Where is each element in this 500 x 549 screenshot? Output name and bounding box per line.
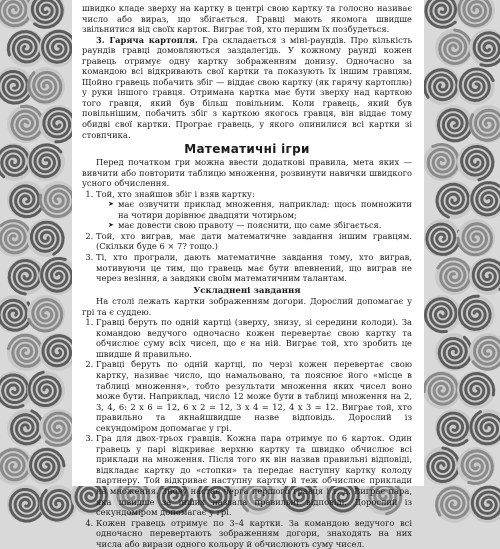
math-rule-2: 2. Той, хто виграв, має дати математичне завдання іншим гравцям. (Скільки буде 6 × 7? тощо.) <box>96 231 412 252</box>
page-content <box>72 0 424 549</box>
math-subrule-1: ➤ має озвучити приклад множення, наприклад: щось помножити на чотири дорівнює двадцяти чотирьом; <box>118 199 412 220</box>
math-rule-1 <box>96 189 412 231</box>
math-rules-list <box>82 189 412 284</box>
math-rule-3: 3. Ті, хто програли, дають математичне завдання тому, хто виграв, мотивуючи це тим, що гравець має бути впевнений, що виграв не через везіння, а завдяки своїм математичним талантам. <box>96 252 412 284</box>
complex-task-2: 2. Гравці беруть по одній картці, по черзі кожен перевертає свою картку, називає число, що намальовано, та пояснює його «місце в таблиці множення», тобто результати множення яких чисел воно може бути. Наприклад, число 12 може бути в таблиці множення на 2, 3, 4, 6: 2 х 6 = 12, 6 х 2 = 12, 3 х 4 = 12, 4 х 3 = 12. Виграє той, хто правильно та якнайшвидше назве відповідь. Дорослий із секундоміром допомагає у грі. <box>96 359 412 433</box>
complex-tasks-heading: Ускладнені завдання <box>193 285 301 296</box>
math-games-heading: Математичні ігри <box>184 142 310 157</box>
hot-potato-text: Гра складається з міні-раундів. Про кількість раундів гравці домовляються заздалегідь. У кожному раунді кожен гравець отримує одну картку зображенням донизу. Одночасно за командою всі відкривають свої картки та показують їх іншим гравцям. Щойно гравець побачить збіг — віддає свою картку (як гарячу картоплю) у руки іншого гравця. Отримана картка має бути зверху над карткою того гравця, який був більш повільним. Коли гравець, який був повільнішим, побачить збіг з карткою якогось гравця, він віддає тому обидві свої картки. Програє гравець, у якого опинилися всі картки зі стовпчика. <box>82 34 412 140</box>
complex-task-3: 3. Гра для двох-трьох гравців. Кожна пара отримує по 6 карток. Один гравець у парі відкриває верхню картку та швидко обчислює всі приклади на множення. Після того як він назвав правильні відповіді, відкладає картку до «стопки» та передає наступну картку колоду партнеру. Той відкриває наступну картку й теж обчислює приклади на множення. Знову настає черга першого гравця і т. д. Виграє пара, яка швидше за інших назвала правильні відповіді. Дорослий із секундоміром допомагає у грі. <box>96 433 412 517</box>
math-subrule-2: ➤ має довести свою правоту — пояснити, що саме збігається. <box>118 220 412 231</box>
complex-tasks-list <box>82 317 412 549</box>
math-rule-1-text: Той, хто знайшов збіг і взяв картку: <box>96 188 255 199</box>
math-subrules-list <box>96 199 412 231</box>
intro-paragraph: швидко кладе зверху на картку в центрі свою картку та голосно називає число або вираз, що збігається. Гравці мають якомога швидше звільнитися від своїх карток. Виграє той, хто першим їх позбудеться. <box>82 3 412 35</box>
hot-potato-title: 3. Гаряча картопля. <box>96 34 198 45</box>
complex-intro: На столі лежать картки зображенням догори. Дорослий допомагає у грі та є суддею. <box>82 296 412 317</box>
math-games-intro: Перед початком гри можна ввести додаткові правила, мета яких — вивчити або повторити таблицю множення, розвинути навички швидкого усного обчислення. <box>82 157 412 189</box>
complex-task-1: 1. Гравці беруть по одній картці (зверху, знизу, зі середини колоди). За командою ведучого одночасно кожен перевертає свою картку та обчислює суму всіх чисел, що є на ній. Виграє той, хто зробить це швидше й правильно. <box>96 317 412 359</box>
complex-task-4: 4. Кожен гравець отримує по 3–4 картки. За командою ведучого всі одночасно перевертають зображенням догори, знаходять на них числа або вирази одного кольору й обчислюють суму чисел. <box>96 518 412 549</box>
hot-potato-paragraph <box>82 35 412 140</box>
